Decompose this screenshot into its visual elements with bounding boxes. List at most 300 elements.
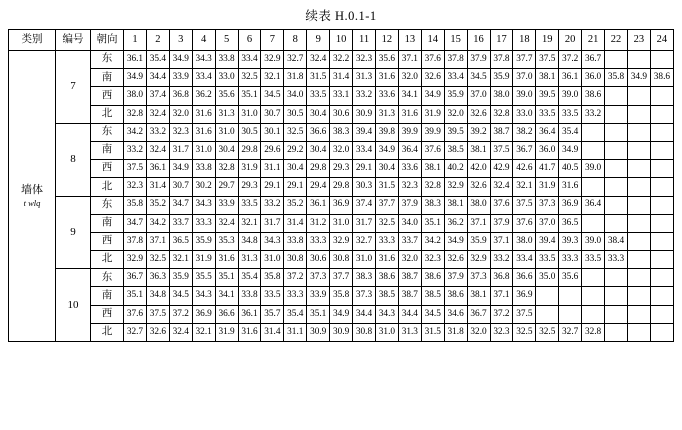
table-row [9, 251, 674, 269]
cell-value: 29.8 [307, 160, 330, 178]
cell-value: 32.4 [215, 214, 238, 232]
cell-value: 34.5 [421, 305, 444, 323]
cell-value [605, 305, 628, 323]
cell-value: 33.8 [238, 287, 261, 305]
cell-value: 33.5 [559, 105, 582, 123]
cell-value: 33.4 [513, 251, 536, 269]
cell-value: 35.2 [284, 196, 307, 214]
table-row [9, 141, 674, 159]
cell-value [559, 305, 582, 323]
cell-value: 35.9 [467, 232, 490, 250]
cell-value: 31.8 [284, 69, 307, 87]
cell-value: 38.0 [513, 232, 536, 250]
cell-direction: 西 [91, 160, 124, 178]
cell-value: 32.5 [536, 323, 559, 341]
cell-value: 38.0 [124, 87, 147, 105]
cell-value: 34.4 [146, 69, 169, 87]
cell-value: 32.8 [490, 105, 513, 123]
cell-value: 31.5 [307, 69, 330, 87]
category-sub-label: t wlq [23, 197, 41, 208]
cell-value: 35.8 [124, 196, 147, 214]
cell-value: 32.9 [261, 51, 284, 69]
cell-value [650, 214, 673, 232]
cell-value: 32.8 [124, 105, 147, 123]
cell-value: 35.1 [307, 305, 330, 323]
cell-value: 32.1 [261, 69, 284, 87]
cell-value: 37.9 [467, 51, 490, 69]
cell-value: 37.8 [124, 232, 147, 250]
cell-value: 35.3 [215, 232, 238, 250]
cell-value: 31.1 [284, 323, 307, 341]
cell-value: 31.0 [238, 105, 261, 123]
cell-value: 34.0 [284, 87, 307, 105]
cell-value: 30.6 [330, 105, 353, 123]
cell-value: 32.5 [284, 123, 307, 141]
cell-value: 32.5 [238, 69, 261, 87]
header-hour: 17 [490, 30, 513, 51]
cell-value: 32.3 [398, 178, 421, 196]
cell-value: 42.6 [513, 160, 536, 178]
cell-value: 39.4 [536, 232, 559, 250]
cell-value: 37.1 [490, 232, 513, 250]
cell-value: 34.9 [169, 51, 192, 69]
cell-value: 29.2 [284, 141, 307, 159]
header-category: 类别 [9, 30, 56, 51]
cell-value: 30.4 [307, 141, 330, 159]
cell-value: 37.9 [444, 269, 467, 287]
cell-value: 39.9 [398, 123, 421, 141]
table-row [9, 287, 674, 305]
cell-value [582, 123, 605, 141]
cell-value [605, 51, 628, 69]
cell-value: 32.3 [490, 323, 513, 341]
cell-value: 35.6 [215, 87, 238, 105]
cell-value: 39.8 [375, 123, 398, 141]
cell-value: 34.9 [559, 141, 582, 159]
cell-value [627, 287, 650, 305]
cell-value: 38.1 [444, 196, 467, 214]
cell-value [605, 323, 628, 341]
cell-value: 39.2 [467, 123, 490, 141]
cell-value: 33.1 [330, 87, 353, 105]
cell-value: 31.6 [215, 251, 238, 269]
cell-value: 35.9 [444, 87, 467, 105]
cell-value: 39.0 [559, 87, 582, 105]
cell-value: 34.9 [627, 69, 650, 87]
cell-value: 32.0 [467, 323, 490, 341]
cell-value: 32.1 [169, 251, 192, 269]
cell-value: 36.7 [513, 141, 536, 159]
cell-value: 34.9 [421, 87, 444, 105]
cell-value: 37.6 [513, 214, 536, 232]
cell-value: 31.9 [215, 323, 238, 341]
cell-value: 38.1 [467, 141, 490, 159]
cell-direction: 西 [91, 232, 124, 250]
cell-value: 37.2 [490, 305, 513, 323]
cell-value: 36.1 [559, 69, 582, 87]
cell-value: 33.2 [261, 196, 284, 214]
cell-value: 31.9 [421, 105, 444, 123]
cell-value: 32.5 [375, 214, 398, 232]
cell-value: 39.3 [559, 232, 582, 250]
cell-value: 36.2 [444, 214, 467, 232]
cell-value: 32.1 [238, 214, 261, 232]
table-row [9, 105, 674, 123]
cell-value: 31.3 [375, 105, 398, 123]
cell-value: 30.7 [169, 178, 192, 196]
cell-value: 38.6 [650, 69, 673, 87]
cell-value: 29.6 [261, 141, 284, 159]
cell-value: 36.6 [307, 123, 330, 141]
cell-value: 33.3 [284, 287, 307, 305]
cell-value: 31.7 [261, 214, 284, 232]
header-direction: 朝向 [91, 30, 124, 51]
header-hour: 11 [353, 30, 376, 51]
cell-value [605, 87, 628, 105]
cell-value: 37.3 [536, 196, 559, 214]
cell-value: 37.5 [513, 305, 536, 323]
cell-value [605, 141, 628, 159]
cell-value: 34.2 [421, 232, 444, 250]
header-hour: 5 [215, 30, 238, 51]
cell-value [605, 287, 628, 305]
cell-value: 38.0 [490, 87, 513, 105]
cell-value: 32.9 [467, 251, 490, 269]
cell-value: 34.5 [467, 69, 490, 87]
cell-value: 31.3 [398, 323, 421, 341]
cell-value [582, 305, 605, 323]
cell-value [650, 232, 673, 250]
header-hour: 10 [330, 30, 353, 51]
cell-value [627, 87, 650, 105]
cell-value: 37.5 [513, 196, 536, 214]
header-number: 编号 [56, 30, 91, 51]
cell-value: 29.8 [330, 178, 353, 196]
cell-value: 37.9 [490, 214, 513, 232]
cell-value: 37.6 [124, 305, 147, 323]
cell-value: 38.1 [536, 69, 559, 87]
cell-value: 38.3 [330, 123, 353, 141]
cell-value [650, 251, 673, 269]
cell-value: 32.7 [353, 232, 376, 250]
table-row [9, 305, 674, 323]
cell-value: 38.3 [353, 269, 376, 287]
cell-value: 37.3 [353, 287, 376, 305]
cell-value: 31.0 [192, 141, 215, 159]
cell-value: 34.4 [353, 305, 376, 323]
cell-value: 36.6 [215, 305, 238, 323]
cell-value: 33.7 [169, 214, 192, 232]
cell-value [605, 178, 628, 196]
cell-value: 37.8 [444, 51, 467, 69]
cell-value: 36.7 [124, 269, 147, 287]
cell-value: 34.9 [169, 160, 192, 178]
cell-value: 35.8 [330, 287, 353, 305]
cell-direction: 北 [91, 251, 124, 269]
cell-value: 38.5 [444, 141, 467, 159]
cell-value: 30.4 [284, 160, 307, 178]
cell-value: 37.6 [421, 51, 444, 69]
cell-value: 29.4 [307, 178, 330, 196]
cell-value: 32.0 [330, 141, 353, 159]
cell-value: 31.0 [375, 323, 398, 341]
cell-value [605, 160, 628, 178]
header-hour: 22 [605, 30, 628, 51]
cell-value: 35.9 [490, 69, 513, 87]
cell-value: 33.6 [398, 160, 421, 178]
cell-direction: 东 [91, 51, 124, 69]
table-row [9, 123, 674, 141]
table-row [9, 69, 674, 87]
cell-value: 33.5 [536, 105, 559, 123]
cell-value: 36.5 [169, 232, 192, 250]
cell-value: 38.6 [375, 269, 398, 287]
header-hour: 4 [192, 30, 215, 51]
cell-value: 33.3 [307, 232, 330, 250]
cell-value: 31.0 [330, 214, 353, 232]
table-header-row [9, 30, 674, 51]
cell-value: 33.9 [215, 196, 238, 214]
cell-value: 36.1 [307, 196, 330, 214]
cell-value [536, 287, 559, 305]
cell-value: 42.9 [490, 160, 513, 178]
cell-value: 37.7 [513, 51, 536, 69]
cell-value: 34.3 [192, 287, 215, 305]
cell-value: 36.1 [146, 160, 169, 178]
cell-value: 36.3 [146, 269, 169, 287]
cell-direction: 南 [91, 214, 124, 232]
cell-value: 35.6 [559, 269, 582, 287]
cell-value: 34.3 [192, 196, 215, 214]
cell-value: 32.7 [124, 323, 147, 341]
cell-value: 32.4 [490, 178, 513, 196]
cell-value: 33.4 [192, 69, 215, 87]
cell-value: 30.4 [375, 160, 398, 178]
cell-value: 32.5 [513, 323, 536, 341]
cell-value: 39.5 [536, 87, 559, 105]
cell-value: 33.5 [238, 196, 261, 214]
table-row [9, 269, 674, 287]
cell-value [650, 105, 673, 123]
cell-value [627, 214, 650, 232]
header-hour: 24 [650, 30, 673, 51]
cell-value: 30.8 [330, 251, 353, 269]
table-caption: 续表 H.0.1-1 [305, 9, 377, 23]
cell-value: 29.1 [353, 160, 376, 178]
cell-value: 32.0 [398, 69, 421, 87]
cell-value: 31.2 [307, 214, 330, 232]
cell-value: 37.0 [467, 87, 490, 105]
cell-value: 31.4 [146, 178, 169, 196]
cell-value: 32.6 [421, 69, 444, 87]
cell-value: 37.1 [467, 214, 490, 232]
cell-value: 33.5 [582, 251, 605, 269]
cell-value [650, 287, 673, 305]
cell-value: 37.0 [513, 69, 536, 87]
cell-value: 31.3 [353, 69, 376, 87]
cell-value [582, 141, 605, 159]
cell-value: 32.0 [398, 251, 421, 269]
cell-value: 38.5 [421, 287, 444, 305]
cell-value: 37.5 [146, 305, 169, 323]
cell-value: 35.1 [238, 87, 261, 105]
cell-value [605, 105, 628, 123]
cell-direction: 西 [91, 87, 124, 105]
cell-value: 38.7 [398, 287, 421, 305]
cell-value [627, 323, 650, 341]
cell-value [582, 269, 605, 287]
cell-value: 34.0 [398, 214, 421, 232]
cell-value: 34.7 [169, 196, 192, 214]
cell-value: 32.5 [146, 251, 169, 269]
cell-value: 32.8 [582, 323, 605, 341]
cell-value [627, 141, 650, 159]
cell-value: 32.8 [215, 160, 238, 178]
header-hour: 19 [536, 30, 559, 51]
table-body [9, 51, 674, 342]
cell-value: 32.7 [284, 51, 307, 69]
cell-value: 33.9 [169, 69, 192, 87]
table-row [9, 196, 674, 214]
cell-value: 38.6 [421, 269, 444, 287]
header-hour: 23 [627, 30, 650, 51]
cell-value: 29.8 [238, 141, 261, 159]
cell-value: 33.3 [192, 214, 215, 232]
cell-value: 37.9 [398, 196, 421, 214]
cell-value: 33.3 [605, 251, 628, 269]
cell-value: 41.7 [536, 160, 559, 178]
cell-value: 33.5 [307, 87, 330, 105]
cell-value: 39.0 [582, 232, 605, 250]
cell-value: 40.2 [444, 160, 467, 178]
cell-value: 36.7 [582, 51, 605, 69]
cell-direction: 东 [91, 123, 124, 141]
cell-value: 36.5 [559, 214, 582, 232]
cell-value: 32.1 [513, 178, 536, 196]
cell-value: 37.5 [490, 141, 513, 159]
cell-value: 31.9 [192, 251, 215, 269]
cell-value [650, 87, 673, 105]
header-hour: 9 [307, 30, 330, 51]
cell-value: 34.8 [146, 287, 169, 305]
cell-value: 31.6 [398, 105, 421, 123]
header-hour: 3 [169, 30, 192, 51]
cell-value: 30.4 [215, 141, 238, 159]
cell-value: 33.5 [261, 287, 284, 305]
cell-number: 7 [56, 51, 91, 124]
cell-value: 40.5 [559, 160, 582, 178]
cell-value [536, 305, 559, 323]
cell-value: 36.9 [559, 196, 582, 214]
cell-value: 29.3 [330, 160, 353, 178]
cell-value: 32.3 [421, 251, 444, 269]
cell-value: 33.6 [375, 87, 398, 105]
cell-value: 38.5 [375, 287, 398, 305]
cell-value: 39.5 [444, 123, 467, 141]
table-row [9, 160, 674, 178]
cell-value: 33.5 [536, 251, 559, 269]
cell-value: 29.1 [261, 178, 284, 196]
cell-value: 29.1 [284, 178, 307, 196]
cell-value: 34.7 [124, 214, 147, 232]
cell-value: 38.6 [444, 287, 467, 305]
cell-value: 36.1 [124, 51, 147, 69]
header-hour: 20 [559, 30, 582, 51]
cell-value: 32.9 [330, 232, 353, 250]
cell-value: 38.6 [582, 87, 605, 105]
cell-value: 33.2 [124, 141, 147, 159]
cell-value: 31.6 [238, 323, 261, 341]
cell-value: 32.4 [146, 141, 169, 159]
cell-value: 35.2 [146, 196, 169, 214]
cell-value: 31.6 [559, 178, 582, 196]
cell-value: 31.0 [215, 123, 238, 141]
cell-value: 36.0 [582, 69, 605, 87]
cell-value [650, 323, 673, 341]
cell-value: 33.0 [513, 105, 536, 123]
cell-value: 34.9 [124, 69, 147, 87]
cell-value: 37.2 [284, 269, 307, 287]
cell-value: 30.9 [330, 323, 353, 341]
cell-value: 31.3 [238, 251, 261, 269]
cell-value: 35.5 [192, 269, 215, 287]
cell-value: 36.4 [398, 141, 421, 159]
header-hour: 6 [238, 30, 261, 51]
cell-value: 37.1 [398, 51, 421, 69]
cell-value: 33.4 [353, 141, 376, 159]
cell-value: 35.1 [421, 214, 444, 232]
cell-value: 32.3 [124, 178, 147, 196]
category-main-label: 墙体 [21, 183, 43, 196]
cell-value: 32.7 [559, 323, 582, 341]
header-hour: 2 [146, 30, 169, 51]
cell-value: 30.2 [192, 178, 215, 196]
cell-number: 9 [56, 196, 91, 269]
cell-value: 37.6 [421, 141, 444, 159]
cell-value: 31.4 [261, 323, 284, 341]
cell-value [627, 123, 650, 141]
cell-value [627, 160, 650, 178]
cell-value: 33.2 [353, 87, 376, 105]
cell-value: 32.3 [353, 51, 376, 69]
header-hour: 7 [261, 30, 284, 51]
cell-value: 35.1 [215, 269, 238, 287]
cell-value: 34.6 [444, 305, 467, 323]
cell-value: 38.7 [398, 269, 421, 287]
cell-value: 37.1 [146, 232, 169, 250]
cell-value: 39.0 [582, 160, 605, 178]
cell-value [582, 214, 605, 232]
cell-value: 33.3 [559, 251, 582, 269]
cell-value: 37.3 [307, 269, 330, 287]
cell-value: 30.6 [307, 251, 330, 269]
cell-value: 31.4 [330, 69, 353, 87]
cell-value: 31.6 [375, 251, 398, 269]
cell-value [650, 123, 673, 141]
cell-value: 32.6 [467, 105, 490, 123]
cell-value: 38.4 [605, 232, 628, 250]
cell-category [9, 51, 56, 342]
cell-value [582, 178, 605, 196]
cell-value [582, 287, 605, 305]
cell-value: 31.7 [353, 214, 376, 232]
cell-value [605, 123, 628, 141]
table-row [9, 214, 674, 232]
cell-direction: 南 [91, 69, 124, 87]
cell-value: 30.7 [261, 105, 284, 123]
cell-value: 36.6 [513, 269, 536, 287]
cell-value [559, 287, 582, 305]
